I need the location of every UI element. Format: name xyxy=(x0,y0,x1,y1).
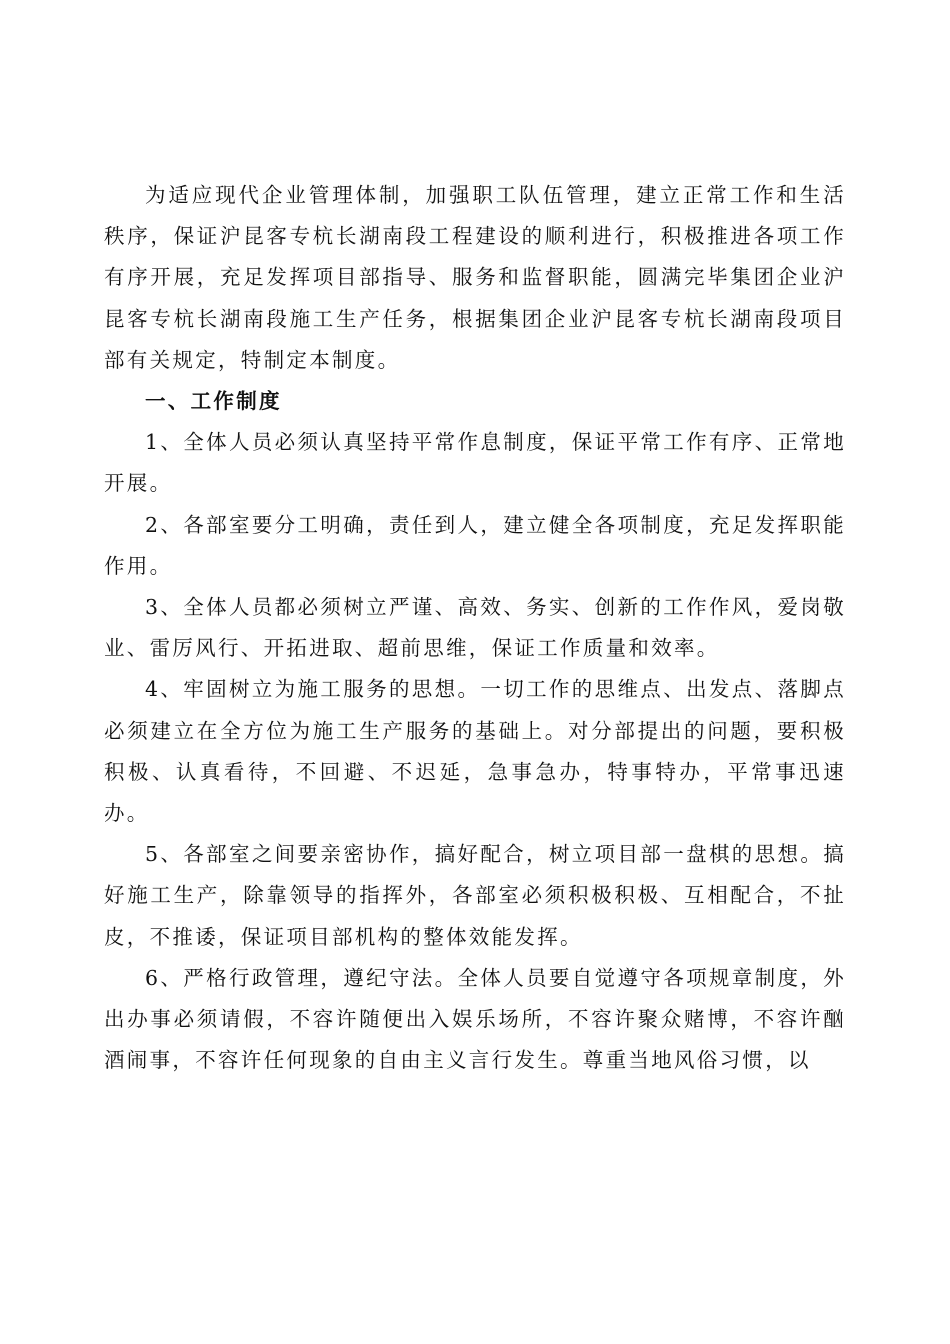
document-body xyxy=(104,175,846,1081)
intro-paragraph: 为适应现代企业管理体制，加强职工队伍管理，建立正常工作和生活秩序，保证沪昆客专杭长湖南段工程建设的顺利进行，积极推进各项工作有序开展，充足发挥项目部指导、服务和监督职能，圆满完毕集团企业沪昆客专杭长湖南段施工生产任务，根据集团企业沪昆客专杭长湖南段项目部有关规定，特制定本制度。 xyxy=(104,183,846,372)
rule-item-5: 5、各部室之间要亲密协作，搞好配合，树立项目部一盘棋的思想。搞好施工生产，除靠领导的指挥外，各部室必须积极积极、互相配合，不扯皮，不推诿，保证项目部机构的整体效能发挥。 xyxy=(104,842,846,949)
section-heading: 一、工作制度 xyxy=(145,389,282,414)
rule-item-1: 1、全体人员必须认真坚持平常作息制度，保证平常工作有序、正常地开展。 xyxy=(104,430,846,496)
rule-item-4: 4、牢固树立为施工服务的思想。一切工作的思维点、出发点、落脚点必须建立在全方位为施工生产服务的基础上。对分部提出的问题，要积极积极、认真看待，不回避、不迟延，急事急办，特事特办，平常事迅速办。 xyxy=(104,677,846,826)
rule-item-3: 3、全体人员都必须树立严谨、高效、务实、创新的工作作风，爱岗敬业、雷厉风行、开拓进取、超前思维，保证工作质量和效率。 xyxy=(104,595,846,661)
rule-item-2: 2、各部室要分工明确，责任到人，建立健全各项制度，充足发挥职能作用。 xyxy=(104,512,846,578)
rule-item-6: 6、严格行政管理，遵纪守法。全体人员要自觉遵守各项规章制度，外出办事必须请假，不容许随便出入娱乐场所，不容许聚众赌博，不容许酗酒闹事，不容许任何现象的自由主义言行发生。尊重当地风俗习惯，以 xyxy=(104,965,846,1073)
